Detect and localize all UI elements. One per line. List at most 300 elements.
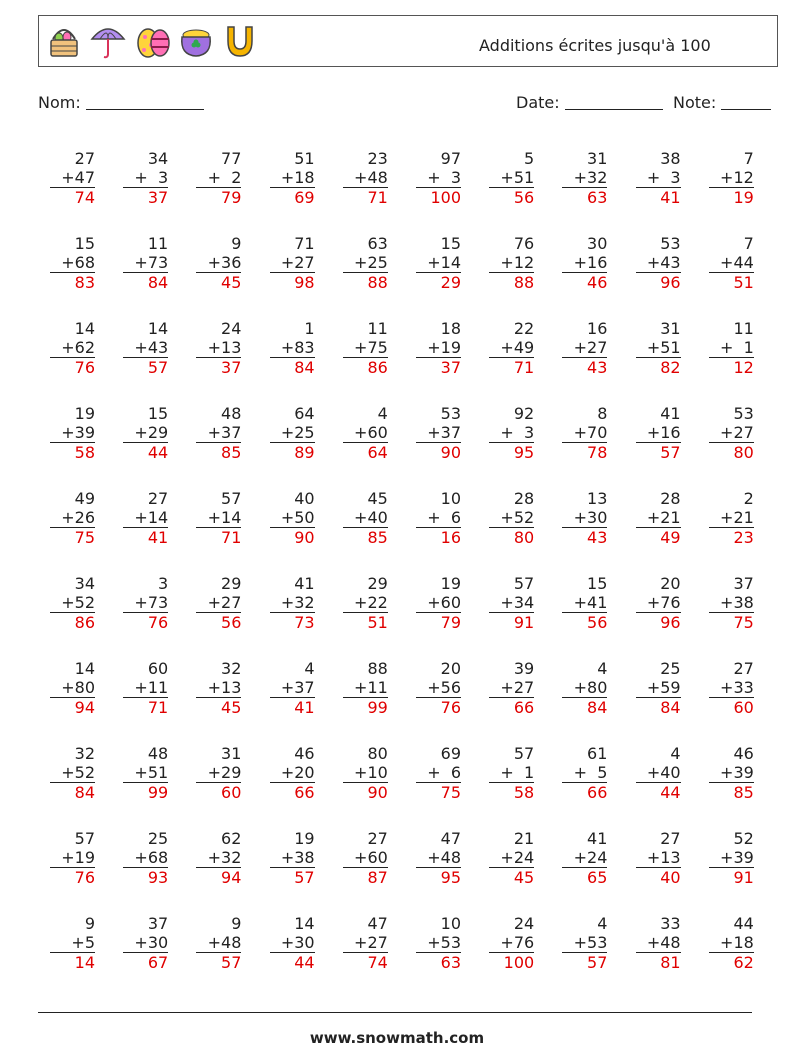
addend-1: 20: [660, 574, 681, 593]
plus-sign: +: [134, 508, 148, 527]
plus-sign: +: [61, 593, 75, 612]
addend-1: 4: [597, 659, 608, 678]
addend-2-row: [416, 593, 461, 612]
plus-sign: +: [354, 593, 368, 612]
addend-2: 14: [221, 508, 242, 527]
addend-1: 20: [440, 659, 461, 678]
answer: 63: [416, 952, 461, 972]
addend-1: 24: [513, 914, 535, 933]
addend-2-row: [123, 678, 168, 697]
addend-1: 27: [147, 489, 169, 508]
addend-2: 53: [440, 933, 461, 952]
addend-2: 43: [147, 338, 169, 357]
answer: 100: [416, 187, 461, 207]
addend-2-row: [489, 338, 534, 357]
plus-sign: +: [354, 253, 368, 272]
addend-2-row: [709, 253, 754, 272]
answer: 84: [123, 272, 168, 292]
addend-1: 64: [294, 404, 315, 423]
addend-2-row: [416, 253, 461, 272]
plus-sign: +: [500, 678, 514, 697]
addend-2: 48: [440, 848, 461, 867]
plus-sign: +: [354, 338, 368, 357]
answer: 76: [50, 357, 95, 377]
plus-sign: +: [427, 678, 441, 697]
addend-1: 28: [513, 489, 535, 508]
answer: 81: [636, 952, 681, 972]
answer: 41: [636, 187, 681, 207]
answer: 57: [636, 442, 681, 462]
answer: 71: [489, 357, 534, 377]
plus-sign: +: [71, 933, 85, 952]
addend-2-row: [489, 423, 534, 442]
date-blank[interactable]: [565, 95, 663, 110]
addend-2: 56: [440, 678, 461, 697]
plus-sign: +: [280, 933, 295, 952]
plus-sign: +: [280, 338, 295, 357]
addend-2: 3: [158, 168, 169, 187]
addend-2-row: [636, 933, 681, 952]
addition-problem: [562, 319, 607, 377]
addend-1: 9: [84, 914, 95, 933]
addition-problem: [489, 744, 534, 802]
addend-2: 80: [74, 678, 95, 697]
addend-1: 11: [367, 319, 388, 338]
addend-1: 29: [367, 574, 388, 593]
addend-2: 27: [587, 338, 608, 357]
addend-2: 5: [84, 933, 95, 952]
addend-2-row: [416, 848, 461, 867]
plus-sign: +: [427, 593, 441, 612]
addition-problem: [489, 574, 534, 632]
addend-2: 73: [147, 593, 169, 612]
plus-sign: +: [280, 253, 295, 272]
answer: 93: [123, 867, 168, 887]
addend-2-row: [562, 763, 607, 782]
addition-problem: [270, 574, 315, 632]
answer: 43: [562, 527, 607, 547]
addend-2: 52: [513, 508, 535, 527]
addend-2: 19: [74, 848, 95, 867]
name-label: Nom:: [38, 93, 81, 112]
addend-2-row: [270, 423, 315, 442]
addend-1: 7: [743, 149, 754, 168]
plus-sign: +: [646, 168, 671, 187]
answer: 76: [123, 612, 168, 632]
addend-2-row: [709, 933, 754, 952]
addend-2-row: [636, 338, 681, 357]
answer: 95: [489, 442, 534, 462]
addend-2-row: [196, 763, 241, 782]
addend-1: 38: [660, 149, 681, 168]
answer: 60: [196, 782, 241, 802]
addend-2: 80: [587, 678, 608, 697]
addend-1: 13: [587, 489, 608, 508]
answer: 100: [489, 952, 534, 972]
plus-sign: +: [500, 763, 524, 782]
addend-2: 16: [660, 423, 681, 442]
addend-1: 48: [221, 404, 242, 423]
addend-2: 13: [221, 338, 242, 357]
addend-1: 44: [733, 914, 754, 933]
addend-1: 5: [524, 149, 535, 168]
addend-2-row: [636, 593, 681, 612]
addend-1: 25: [147, 829, 169, 848]
plus-sign: +: [646, 848, 661, 867]
addend-1: 63: [367, 234, 388, 253]
addend-2: 29: [147, 423, 169, 442]
addition-problem: [562, 489, 607, 547]
answer: 80: [489, 527, 534, 547]
date-field: [516, 93, 663, 112]
addend-2: 34: [513, 593, 535, 612]
addition-problem: [270, 744, 315, 802]
answer: 91: [489, 612, 534, 632]
plus-sign: +: [646, 253, 661, 272]
addition-problem: [562, 659, 607, 717]
answer: 71: [343, 187, 388, 207]
plus-sign: +: [573, 253, 588, 272]
score-blank[interactable]: [721, 95, 771, 110]
addition-problem: [489, 234, 534, 292]
answer: 16: [416, 527, 461, 547]
addition-problem: [123, 489, 168, 547]
addend-2: 70: [587, 423, 608, 442]
plus-sign: +: [134, 168, 158, 187]
addend-2: 21: [733, 508, 754, 527]
addend-2-row: [50, 933, 95, 952]
addend-2-row: [562, 593, 607, 612]
answer: 23: [709, 527, 754, 547]
addend-2-row: [343, 423, 388, 442]
footer-site: www.snowmath.com: [309, 1029, 485, 1047]
answer: 62: [709, 952, 754, 972]
plus-sign: +: [61, 253, 75, 272]
addend-2: 62: [74, 338, 95, 357]
addend-2: 25: [294, 423, 315, 442]
answer: 40: [636, 867, 681, 887]
answer: 84: [562, 697, 607, 717]
addition-problem: [196, 234, 241, 292]
plus-sign: +: [134, 338, 148, 357]
answer: 37: [196, 357, 241, 377]
answer: 12: [709, 357, 754, 377]
addend-2-row: [636, 848, 681, 867]
addend-2: 50: [294, 508, 315, 527]
addend-2-row: [489, 168, 534, 187]
addend-1: 16: [587, 319, 608, 338]
addend-2: 2: [231, 168, 242, 187]
addend-2-row: [343, 763, 388, 782]
answer: 76: [416, 697, 461, 717]
plus-sign: +: [573, 678, 588, 697]
plus-sign: +: [720, 593, 734, 612]
answer: 44: [123, 442, 168, 462]
addend-1: 46: [733, 744, 754, 763]
answer: 94: [50, 697, 95, 717]
addition-problem: [416, 489, 461, 547]
addend-1: 53: [440, 404, 461, 423]
answer: 57: [196, 952, 241, 972]
addend-2-row: [50, 848, 95, 867]
addend-2: 60: [367, 423, 388, 442]
addend-2: 51: [147, 763, 169, 782]
addend-1: 53: [733, 404, 754, 423]
addition-problem: [50, 319, 95, 377]
addend-1: 62: [221, 829, 242, 848]
answer: 45: [196, 697, 241, 717]
addend-2-row: [270, 253, 315, 272]
addition-problem: [636, 319, 681, 377]
addend-2: 52: [74, 763, 95, 782]
plus-sign: +: [720, 848, 734, 867]
answer: 51: [709, 272, 754, 292]
addend-2: 19: [440, 338, 461, 357]
answer: 46: [562, 272, 607, 292]
addend-1: 33: [660, 914, 681, 933]
addend-2: 3: [670, 168, 681, 187]
addend-2-row: [123, 763, 168, 782]
addend-1: 31: [660, 319, 681, 338]
addend-2-row: [196, 593, 241, 612]
addend-2-row: [709, 508, 754, 527]
addend-1: 29: [221, 574, 242, 593]
addend-1: 27: [733, 659, 754, 678]
plus-sign: +: [500, 933, 514, 952]
addend-1: 19: [74, 404, 95, 423]
answer: 44: [636, 782, 681, 802]
answer: 37: [416, 357, 461, 377]
plus-sign: +: [720, 168, 734, 187]
plus-sign: +: [354, 763, 368, 782]
addend-2-row: [636, 508, 681, 527]
addend-1: 27: [74, 149, 95, 168]
addend-2: 14: [440, 253, 461, 272]
plus-sign: +: [720, 253, 734, 272]
addend-2: 27: [294, 253, 315, 272]
addend-1: 41: [294, 574, 315, 593]
addend-2-row: [709, 168, 754, 187]
addend-1: 40: [294, 489, 315, 508]
addition-problem: [709, 914, 754, 972]
plus-sign: +: [134, 763, 148, 782]
addition-problem: [416, 149, 461, 207]
addend-2-row: [343, 253, 388, 272]
addend-1: 41: [660, 404, 681, 423]
addend-1: 10: [440, 489, 461, 508]
addend-2-row: [709, 338, 754, 357]
addend-2: 68: [147, 848, 169, 867]
addition-problem: [123, 914, 168, 972]
addend-2-row: [562, 678, 607, 697]
addition-problem: [709, 404, 754, 462]
addend-1: 61: [587, 744, 608, 763]
addition-problem: [709, 149, 754, 207]
addend-1: 76: [513, 234, 535, 253]
answer: 98: [270, 272, 315, 292]
answer: 89: [270, 442, 315, 462]
addition-problem: [270, 489, 315, 547]
addend-2: 20: [294, 763, 315, 782]
addition-problem: [343, 744, 388, 802]
addend-2-row: [343, 848, 388, 867]
answer: 78: [562, 442, 607, 462]
addend-1: 15: [74, 234, 95, 253]
addend-2-row: [50, 423, 95, 442]
plus-sign: +: [207, 763, 222, 782]
addend-2: 6: [450, 508, 461, 527]
pot-of-gold-icon: [177, 21, 215, 61]
addend-2: 73: [147, 253, 169, 272]
addition-problem: [270, 234, 315, 292]
plus-sign: +: [646, 593, 661, 612]
addend-2: 33: [733, 678, 754, 697]
plus-sign: +: [354, 933, 368, 952]
addend-1: 77: [221, 149, 242, 168]
addend-1: 47: [440, 829, 461, 848]
addend-2: 24: [587, 848, 608, 867]
name-blank[interactable]: [86, 95, 204, 110]
plus-sign: +: [720, 423, 734, 442]
plus-sign: +: [61, 423, 75, 442]
addend-1: 57: [221, 489, 242, 508]
addend-1: 1: [304, 319, 315, 338]
addition-problem: [196, 489, 241, 547]
addition-problem: [636, 489, 681, 547]
answer: 75: [709, 612, 754, 632]
addend-2: 43: [660, 253, 681, 272]
answer: 57: [123, 357, 168, 377]
plus-sign: +: [573, 168, 588, 187]
addend-2: 32: [294, 593, 315, 612]
answer: 88: [343, 272, 388, 292]
header-icons: [45, 21, 259, 61]
plus-sign: +: [61, 508, 75, 527]
addition-problem: [196, 829, 241, 887]
plus-sign: +: [280, 168, 295, 187]
addend-2-row: [50, 763, 95, 782]
addend-1: 31: [221, 744, 242, 763]
addition-problem: [636, 574, 681, 632]
plus-sign: +: [207, 508, 222, 527]
addition-problem: [562, 914, 607, 972]
addend-1: 4: [597, 914, 608, 933]
addend-2-row: [50, 168, 95, 187]
answer: 90: [416, 442, 461, 462]
addend-2-row: [636, 253, 681, 272]
addend-2: 30: [147, 933, 169, 952]
addend-1: 49: [74, 489, 95, 508]
addend-2-row: [489, 933, 534, 952]
answer: 80: [709, 442, 754, 462]
plus-sign: +: [720, 763, 734, 782]
addend-1: 41: [587, 829, 608, 848]
plus-sign: +: [427, 168, 451, 187]
addend-2-row: [416, 508, 461, 527]
addition-problem: [50, 489, 95, 547]
answer: 90: [270, 527, 315, 547]
addend-2: 47: [74, 168, 95, 187]
addition-problem: [270, 404, 315, 462]
addition-problem: [196, 319, 241, 377]
answer: 41: [270, 697, 315, 717]
answer: 99: [343, 697, 388, 717]
answer: 94: [196, 867, 241, 887]
addend-2: 75: [367, 338, 388, 357]
addend-2-row: [416, 763, 461, 782]
addend-2: 18: [294, 168, 315, 187]
addition-problem: [50, 574, 95, 632]
plus-sign: +: [427, 508, 451, 527]
name-field: [38, 93, 204, 112]
addition-problem: [123, 404, 168, 462]
addend-2-row: [270, 508, 315, 527]
answer: 56: [562, 612, 607, 632]
addend-2-row: [416, 168, 461, 187]
addend-2: 12: [513, 253, 535, 272]
answer: 75: [416, 782, 461, 802]
answer: 60: [709, 697, 754, 717]
addend-2-row: [489, 593, 534, 612]
addend-2-row: [50, 678, 95, 697]
addend-2-row: [636, 678, 681, 697]
addend-2-row: [270, 338, 315, 357]
addition-problem: [50, 149, 95, 207]
addend-1: 37: [147, 914, 169, 933]
plus-sign: +: [354, 848, 368, 867]
addition-problem: [562, 744, 607, 802]
addend-1: 9: [231, 234, 242, 253]
addend-1: 4: [377, 404, 388, 423]
addend-2: 26: [74, 508, 95, 527]
addition-problem: [343, 829, 388, 887]
addition-problem: [270, 659, 315, 717]
addend-2-row: [489, 848, 534, 867]
addend-2: 13: [221, 678, 242, 697]
answer: 82: [636, 357, 681, 377]
addend-1: 21: [513, 829, 535, 848]
answer: 96: [636, 272, 681, 292]
addend-1: 34: [147, 149, 169, 168]
answer: 49: [636, 527, 681, 547]
addend-1: 22: [513, 319, 535, 338]
addend-2-row: [196, 508, 241, 527]
answer: 96: [636, 612, 681, 632]
addend-1: 4: [670, 744, 681, 763]
addend-1: 11: [733, 319, 754, 338]
addend-2: 3: [524, 423, 535, 442]
addition-problem: [196, 659, 241, 717]
answer: 45: [196, 272, 241, 292]
addend-2: 51: [513, 168, 535, 187]
plus-sign: +: [134, 593, 148, 612]
addend-2: 68: [74, 253, 95, 272]
answer: 84: [50, 782, 95, 802]
plus-sign: +: [427, 763, 451, 782]
addend-2: 32: [587, 168, 608, 187]
answer: 91: [709, 867, 754, 887]
addend-2-row: [709, 593, 754, 612]
answer: 85: [343, 527, 388, 547]
addend-1: 15: [440, 234, 461, 253]
addend-2: 76: [513, 933, 535, 952]
addition-problem: [416, 744, 461, 802]
answer: 64: [343, 442, 388, 462]
addend-2-row: [196, 168, 241, 187]
addend-2: 41: [587, 593, 608, 612]
addition-problem: [416, 234, 461, 292]
addition-problem: [709, 489, 754, 547]
